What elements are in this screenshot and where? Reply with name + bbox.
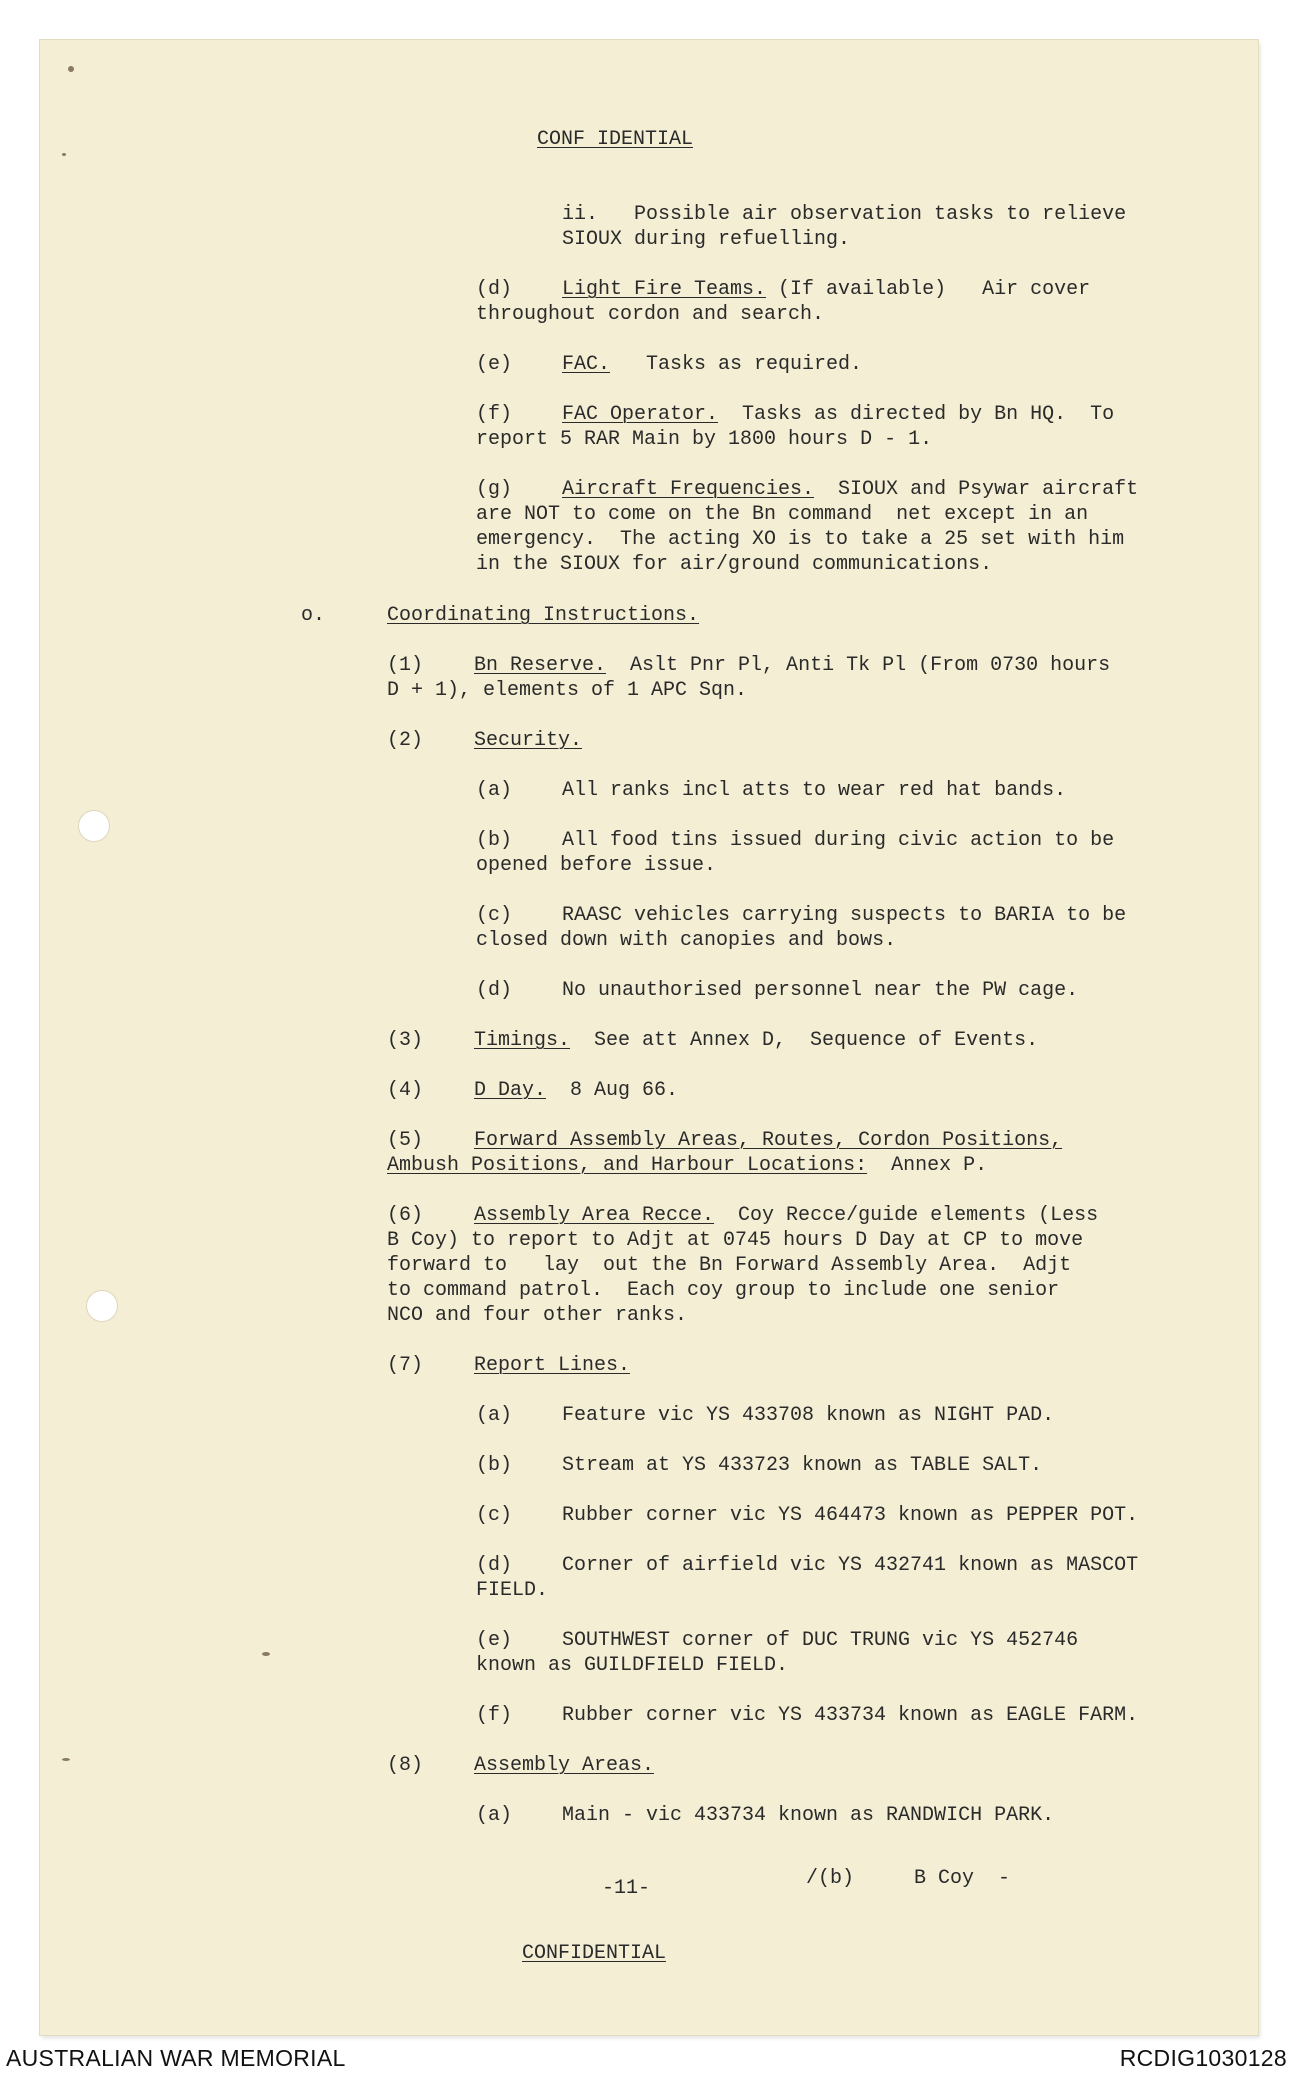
item-text: Corner of airfield vic YS 432741 known as MASCOT [562,1554,1139,1577]
item-text: Rubber corner vic YS 433734 known as EAGLE FARM. [562,1704,1139,1727]
page-number: -11- [602,1877,651,1900]
item-number: (e) [476,353,513,376]
line: opened before issue. [476,854,717,877]
item-number: (c) [476,1504,513,1527]
line: FIELD. [476,1579,549,1602]
para-number: (2) [387,729,424,752]
item-text: Stream at YS 433723 known as TABLE SALT. [562,1454,1043,1477]
item-number: (d) [476,979,513,1002]
item-text: Rubber corner vic YS 464473 known as PEPPER POT. [562,1504,1139,1527]
item-text: Tasks as directed by Bn HQ. To [718,403,1115,426]
archive-reference: RCDIG1030128 [1119,2045,1287,2071]
para-number: (8) [387,1754,424,1777]
section-letter: o. [301,604,326,627]
item-heading: Aircraft Frequencies. [562,478,815,501]
item-text: RAASC vehicles carrying suspects to BARIA to be [562,904,1127,927]
item-number: (d) [476,1554,513,1577]
line: NCO and four other ranks. [387,1304,688,1327]
para-heading: Security. [474,729,583,752]
para-number: (5) [387,1129,424,1152]
archive-credit: AUSTRALIAN WAR MEMORIAL [6,2045,346,2071]
para-text: Coy Recce/guide elements (Less [714,1204,1099,1227]
line: D + 1), elements of 1 APC Sqn. [387,679,748,702]
para-heading: Timings. [474,1029,571,1052]
para-heading: Ambush Positions, and Harbour Locations: [387,1154,868,1177]
para-text: 8 Aug 66. [546,1079,679,1102]
para-heading: Forward Assembly Areas, Routes, Cordon Positions, [474,1129,1063,1152]
item-text: Tasks as required. [610,353,863,376]
header-classification: CONF IDENTIAL [537,128,694,151]
line: SIOUX during refuelling. [562,228,851,251]
paper-speck [62,1758,70,1761]
para-heading: D Day. [474,1079,547,1102]
line: forward to lay out the Bn Forward Assembly Area. Adjt [387,1254,1072,1277]
item-number: (f) [476,403,513,426]
punch-hole [78,810,110,842]
item-number: (d) [476,278,513,301]
para-heading: Assembly Area Recce. [474,1204,715,1227]
item-number: (g) [476,478,513,501]
item-text: SOUTHWEST corner of DUC TRUNG vic YS 452746 [562,1629,1079,1652]
para-number: (4) [387,1079,424,1102]
item-number: (a) [476,1404,513,1427]
item-number: (e) [476,1629,513,1652]
item-text: Main - vic 433734 known as RANDWICH PARK. [562,1804,1055,1827]
item-heading: FAC Operator. [562,403,719,426]
item-number: (c) [476,904,513,927]
footer-classification: CONFIDENTIAL [522,1942,667,1965]
line: throughout cordon and search. [476,303,825,326]
item-text: SIOUX and Psywar aircraft [814,478,1139,501]
item-number: (a) [476,779,513,802]
item-number: (a) [476,1804,513,1827]
line: ii. Possible air observation tasks to relieve [562,203,1127,226]
para-text: Aslt Pnr Pl, Anti Tk Pl (From 0730 hours [606,654,1111,677]
para-number: (1) [387,654,424,677]
item-heading: FAC. [562,353,611,376]
item-heading: Light Fire Teams. [562,278,767,301]
line: report 5 RAR Main by 1800 hours D - 1. [476,428,933,451]
para-text: See att Annex D, Sequence of Events. [570,1029,1039,1052]
line: B Coy) to report to Adjt at 0745 hours D Day at CP to move [387,1229,1084,1252]
item-number: (b) [476,1454,513,1477]
para-heading: Assembly Areas. [474,1754,655,1777]
paper-speck [262,1652,270,1656]
line: emergency. The acting XO is to take a 25 set with him [476,528,1125,551]
item-number: (f) [476,1704,513,1727]
item-text: All food tins issued during civic action to be [562,829,1115,852]
line: to command patrol. Each coy group to include one senior [387,1279,1060,1302]
para-number: (7) [387,1354,424,1377]
item-text: (If available) Air cover [766,278,1091,301]
line: closed down with canopies and bows. [476,929,897,952]
para-text: Annex P. [867,1154,988,1177]
punch-hole [86,1290,118,1322]
item-number: (b) [476,829,513,852]
item-text: Feature vic YS 433708 known as NIGHT PAD. [562,1404,1055,1427]
line: are NOT to come on the Bn command net except in an [476,503,1089,526]
paper-speck [62,153,66,156]
para-heading: Report Lines. [474,1354,631,1377]
continuation-marker: /(b) B Coy - [806,1867,1011,1890]
paper-speck [68,66,74,72]
line: in the SIOUX for air/ground communications. [476,553,993,576]
line: known as GUILDFIELD FIELD. [476,1654,789,1677]
para-heading: Bn Reserve. [474,654,607,677]
para-number: (6) [387,1204,424,1227]
item-text: No unauthorised personnel near the PW cage. [562,979,1079,1002]
item-text: All ranks incl atts to wear red hat bands. [562,779,1067,802]
para-number: (3) [387,1029,424,1052]
section-heading: Coordinating Instructions. [387,604,700,627]
